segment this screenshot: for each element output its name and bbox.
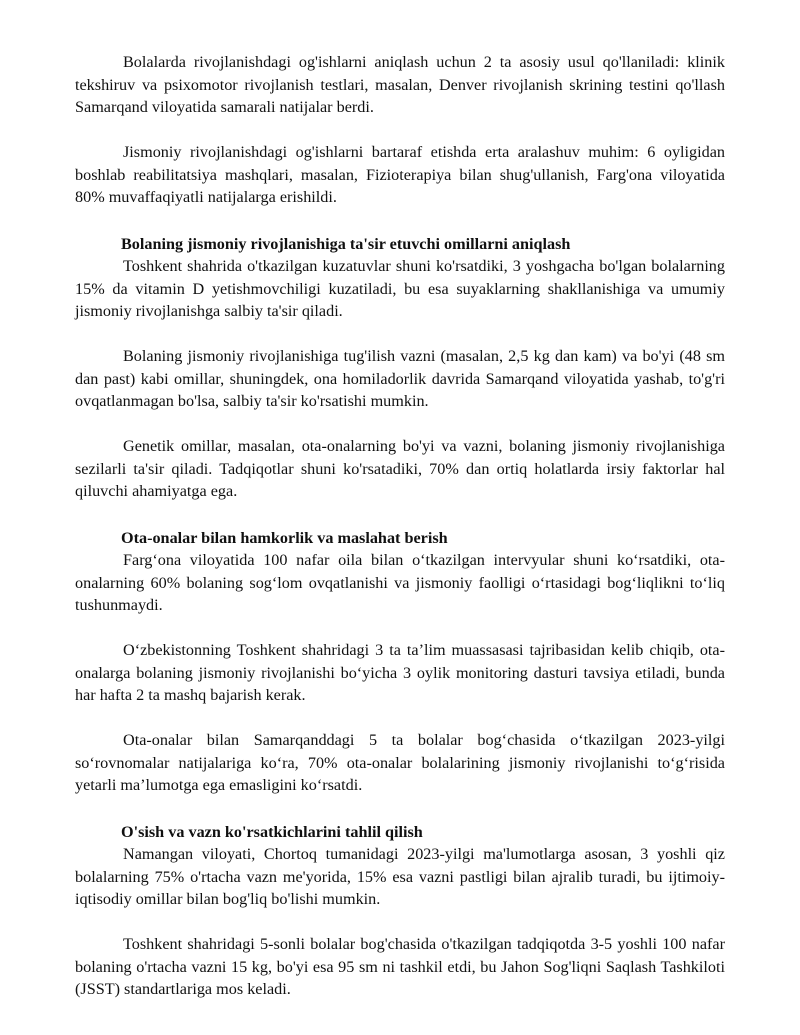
paragraph: Namangan viloyati, Chortoq tumanidagi 2023-yilgi ma'lumotlarga asosan, 3 yoshli qiz bolalarning 75% o'rtacha vazn me'yorida, 15% esa vazni pastligi bilan ajralib turadi, bu ijtimoiy-iqtisodiy omillar bilan bog'liq bo'lishi mumkin. (75, 845, 725, 909)
section-heading: Bolaning jismoniy rivojlanishiga ta'sir etuvchi omillarni aniqlash (121, 235, 571, 253)
paragraph: Farg‘ona viloyatida 100 nafar oila bilan o‘tkazilgan intervyular shuni ko‘rsatdiki, ota-onalarning 60% bolaning sog‘lom ovqatlanishi va jismoniy faolligi o‘rtasidagi bog‘liqlikni to‘liq tushunmaydi. (75, 551, 725, 615)
section-heading: Ota-onalar bilan hamkorlik va maslahat berish (121, 529, 448, 547)
paragraph: Jismoniy rivojlanishdagi og'ishlarni bartaraf etishda erta aralashuv muhim: 6 oyligidan boshlab reabilitatsiya mashqlari, masalan, Fizioterapiya bilan shug'ullanish, Farg'ona viloyatida 80% muvaffaqiyatli natijalarga erishildi. (75, 143, 725, 207)
paragraph: Bolaning jismoniy rivojlanishiga tug'ilish vazni (masalan, 2,5 kg dan kam) va bo'yi (48 sm dan past) kabi omillar, shuningdek, ona homiladorlik davrida Samarqand viloyatida yashab, to'g'ri ovqatlanmagan bo'lsa, salbiy ta'sir ko'rsatishi mumkin. (75, 347, 725, 411)
section-heading: O'sish va vazn ko'rsatkichlarini tahlil qilish (121, 823, 423, 841)
paragraph: O‘zbekistonning Toshkent shahridagi 3 ta ta’lim muassasasi tajribasidan kelib chiqib, ota-onalarga bolaning jismoniy rivojlanishi bo‘yicha 3 oylik monitoring dasturi tavsiya etiladi, bunda har hafta 2 ta mashq bajarish kerak. (75, 641, 725, 705)
paragraph: Toshkent shahrida o'tkazilgan kuzatuvlar shuni ko'rsatdiki, 3 yoshgacha bo'lgan bolalarning 15% da vitamin D yetishmovchiligi kuzatiladi, bu esa suyaklarning shakllanishiga va umumiy jismoniy rivojlanishga salbiy ta'sir qiladi. (75, 257, 725, 321)
paragraph: Genetik omillar, masalan, ota-onalarning bo'yi va vazni, bolaning jismoniy rivojlanishiga sezilarli ta'sir qiladi. Tadqiqotlar shuni ko'rsatadiki, 70% dan ortiq holatlarda irsiy faktorlar hal qiluvchi ahamiyatga ega. (75, 437, 725, 501)
paragraph: Toshkent shahridagi 5-sonli bolalar bog'chasida o'tkazilgan tadqiqotda 3-5 yoshli 100 nafar bolaning o'rtacha vazni 15 kg, bo'yi esa 95 sm ni tashkil etdi, bu Jahon Sog'liqni Saqlash Tashkiloti (JSST) standartlariga mos keladi. (75, 935, 725, 999)
paragraph: Ota-onalar bilan Samarqanddagi 5 ta bolalar bog‘chasida o‘tkazilgan 2023-yilgi so‘rovnomalar natijalariga ko‘ra, 70% ota-onalar bolalarining jismoniy rivojlanishi to‘g‘risida yetarli ma’lumotga ega emasligini ko‘rsatdi. (75, 731, 725, 795)
paragraph: Bolalarda rivojlanishdagi og'ishlarni aniqlash uchun 2 ta asosiy usul qo'llaniladi: klinik tekshiruv va psixomotor rivojlanish testlari, masalan, Denver rivojlanish skrining testini qo'llash Samarqand viloyatida samarali natijalar berdi. (75, 53, 725, 117)
